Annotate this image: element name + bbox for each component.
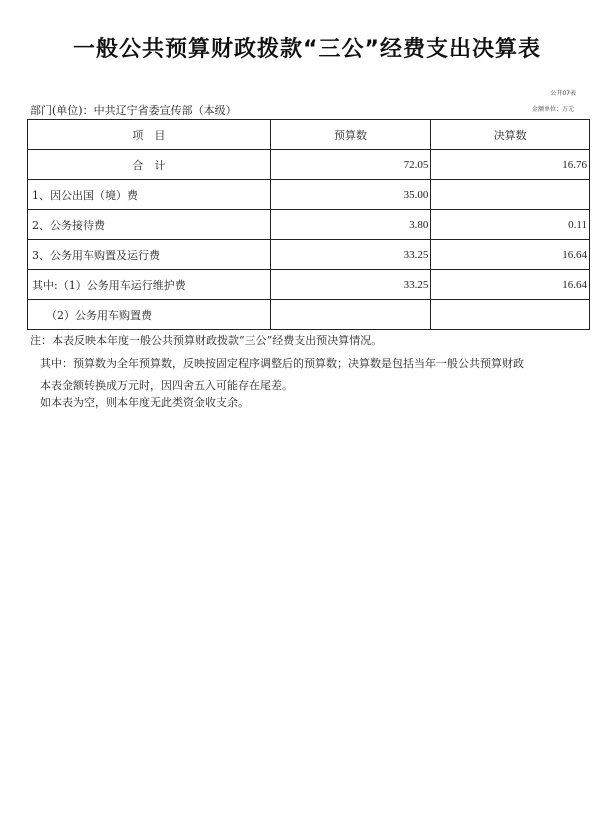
header-item: 项 目 [28, 120, 271, 150]
note-line: 如本表为空，则本年度无此类资金收支余。 [40, 396, 249, 409]
amount-unit: 金额单位：万元 [531, 106, 574, 113]
table-row [28, 180, 590, 210]
document-title: 一般公共预算财政拨款“三公”经费支出决算表 [73, 37, 541, 62]
note-line: 注：本表反映本年度一般公共预算财政拨款“三公”经费支出预决算情况。 [30, 334, 383, 347]
table-header-row [28, 120, 590, 150]
row-item: 其中:（1）公务用车运行维护费 [28, 270, 271, 300]
row-budget: 33.25 [270, 240, 431, 270]
table-row-total [28, 150, 590, 180]
row-budget: 72.05 [270, 150, 431, 180]
table-row [28, 300, 590, 330]
row-budget: 3.80 [270, 210, 431, 240]
row-budget [270, 300, 431, 330]
note-line: 本表金额转换成万元时，因四舍五入可能存在尾差。 [40, 379, 293, 392]
expenditure-table [27, 119, 590, 330]
note-line: 其中：预算数为全年预算数，反映按固定程序调整后的预算数；决算数是包括当年一般公共预算财政 [40, 357, 524, 370]
row-final: 16.64 [431, 270, 590, 300]
table-row [28, 270, 590, 300]
form-code: 公开07表 [550, 90, 576, 97]
row-item: 2、公务接待费 [28, 210, 271, 240]
row-item: 合 计 [28, 150, 271, 180]
table-row [28, 240, 590, 270]
row-budget: 33.25 [270, 270, 431, 300]
header-final: 决算数 [431, 120, 590, 150]
department-label: 部门(单位)：中共辽宁省委宣传部（本级） [30, 104, 237, 117]
row-item: （2）公务用车购置费 [28, 300, 271, 330]
notes-section [30, 332, 600, 411]
table-row [28, 210, 590, 240]
row-final [431, 300, 590, 330]
row-budget: 35.00 [270, 180, 431, 210]
header-budget: 预算数 [270, 120, 431, 150]
row-final: 0.11 [431, 210, 590, 240]
row-item: 1、因公出国（境）费 [28, 180, 271, 210]
row-final: 16.76 [431, 150, 590, 180]
row-final: 16.64 [431, 240, 590, 270]
row-final [431, 180, 590, 210]
row-item: 3、公务用车购置及运行费 [28, 240, 271, 270]
